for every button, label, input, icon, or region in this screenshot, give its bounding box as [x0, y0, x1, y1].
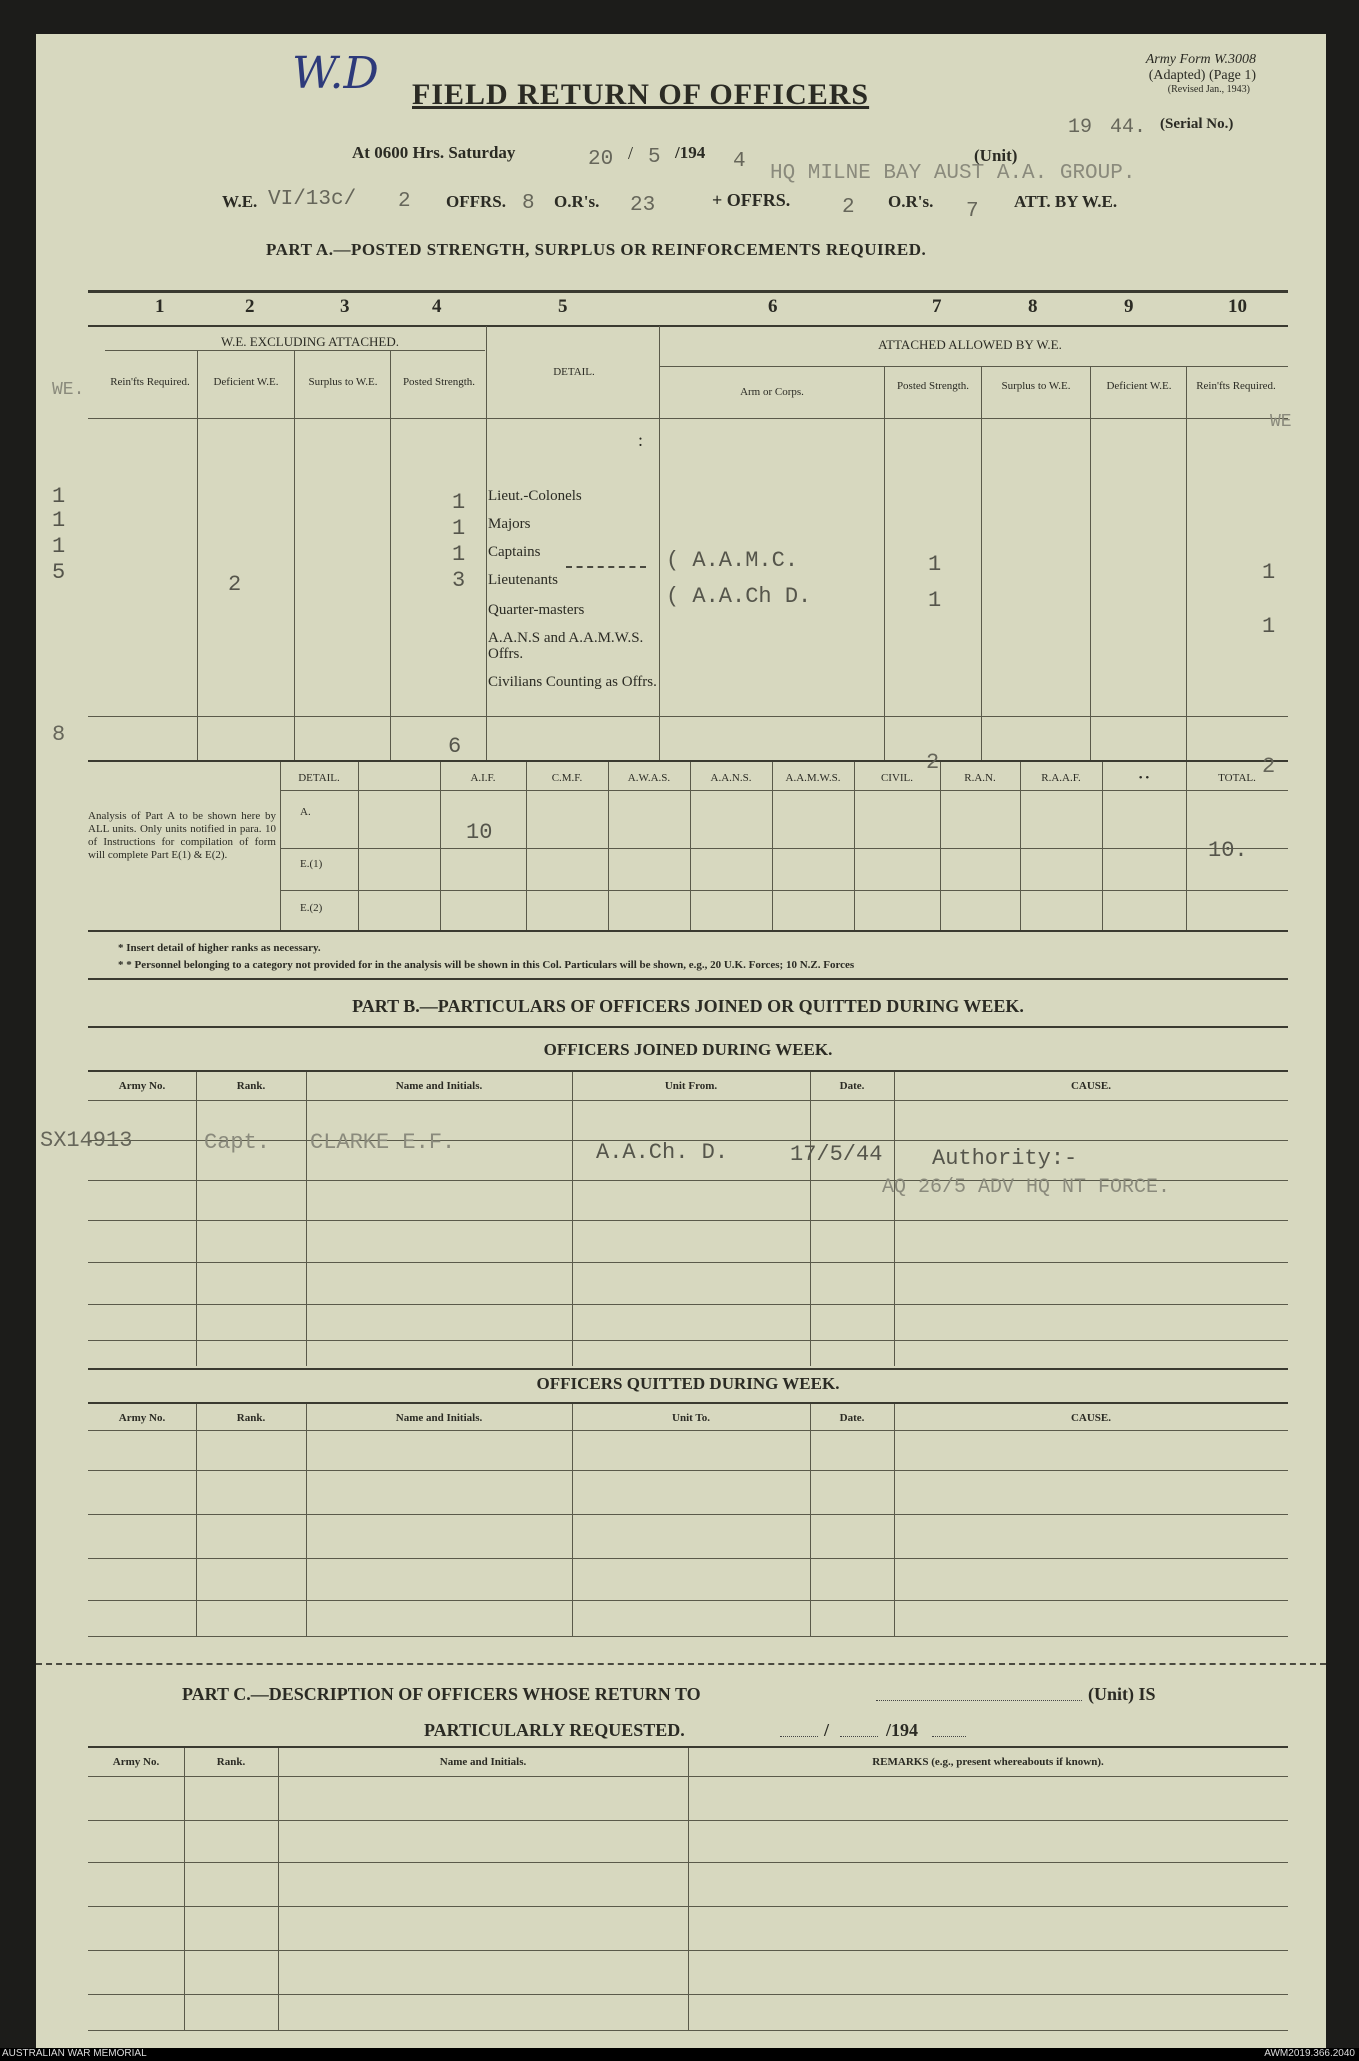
analysis-head: • • [1138, 772, 1150, 784]
table-head: Date. [839, 1080, 865, 1092]
grid-line [772, 762, 773, 930]
head-surplus: Surplus to W.E. [308, 376, 378, 388]
analysis-head: C.M.F. [551, 772, 583, 784]
offrs-value: 8 [522, 192, 535, 215]
table-head: CAUSE. [1070, 1412, 1112, 1424]
table-head: Name and Initials. [439, 1756, 527, 1768]
quitted-heading: OFFICERS QUITTED DURING WEEK. [536, 1374, 840, 1393]
grid-line [1020, 762, 1021, 930]
col4-value: 1 [452, 490, 466, 515]
army-form-number: Army Form W.3008 [1145, 52, 1256, 67]
col7-total: 2 [926, 750, 940, 775]
table-head: CAUSE. [1070, 1080, 1112, 1092]
head-att-reinfts: Rein'fts Required. [1196, 380, 1276, 392]
part-c-year: /194 [886, 1720, 919, 1740]
attached-allowed: ATTACHED ALLOWED BY W.E. [878, 337, 1062, 352]
ors2-label: O.R's. [888, 192, 934, 211]
grid-line [608, 762, 609, 930]
analysis-head: DETAIL. [298, 772, 340, 784]
at-hours-label: At 0600 Hrs. Saturday [352, 143, 516, 162]
col-number: 10 [1228, 296, 1247, 317]
plus-offrs-value: 2 [842, 196, 855, 219]
grid-line [88, 930, 1288, 932]
ors-value: 23 [630, 194, 656, 217]
joined-heading: OFFICERS JOINED DURING WEEK. [543, 1040, 833, 1059]
table-head: Rank. [236, 1412, 266, 1424]
part-a-heading: PART A.—POSTED STRENGTH, SURPLUS OR REINFORCEMENTS REQUIRED. [266, 240, 927, 259]
col7-value-1: 1 [928, 552, 942, 577]
rank-label: Captains [488, 544, 541, 560]
footnote-1: * Insert detail of higher ranks as necessary. [118, 942, 321, 954]
analysis-head: R.A.A.F. [1041, 772, 1081, 784]
grid-line [88, 1430, 1288, 1431]
col4-value: 1 [452, 542, 466, 567]
date-day: 20 [588, 148, 614, 171]
table-head: REMARKS (e.g., present whereabouts if known). [872, 1756, 1104, 1768]
rule [88, 290, 1288, 293]
head-reinfts: Rein'fts Required. [110, 376, 190, 388]
col-number: 3 [340, 296, 350, 317]
grid-line [894, 1404, 895, 1636]
col4-value: 1 [452, 516, 466, 541]
col-number: 1 [155, 296, 165, 317]
handwritten-wd: W.D [292, 48, 379, 99]
serial-no-label: (Serial No.) [1160, 116, 1234, 132]
table-head: Name and Initials. [395, 1080, 483, 1092]
joined-date: 17/5/44 [790, 1142, 883, 1167]
col1-value: 1 [52, 508, 66, 533]
analysis-head: A.A.M.W.S. [785, 772, 841, 784]
grid-line [280, 790, 1288, 791]
col-number: 5 [558, 296, 568, 317]
head-posted: Posted Strength. [402, 376, 476, 388]
grid-line [88, 1558, 1288, 1559]
grid-line [1102, 762, 1103, 930]
col2-value: 2 [228, 572, 242, 597]
unit-value: HQ MILNE BAY AUST A.A. GROUP. [770, 162, 1136, 185]
grid-line [88, 1100, 1288, 1101]
grid-line [688, 1748, 689, 2030]
col10-value-1: 1 [1262, 560, 1276, 585]
serial-no-year: 44. [1110, 116, 1147, 139]
table-head: Rank. [236, 1080, 266, 1092]
footer-right: AWM2019.366.2040 [1264, 2048, 1355, 2059]
col-number: 8 [1028, 296, 1038, 317]
grid-line [306, 1072, 307, 1366]
analysis-head: A.I.F. [470, 772, 496, 784]
rank-label: Quarter-masters [488, 602, 585, 618]
grid-line [894, 1072, 895, 1366]
col4-total: 6 [448, 734, 462, 759]
col4-value: 3 [452, 568, 466, 593]
rank-label: Majors [488, 516, 531, 532]
part-c-unit-is: (Unit) IS [1088, 1684, 1156, 1704]
col-number: 4 [432, 296, 442, 317]
grid-line [810, 1072, 811, 1366]
table-head: Army No. [112, 1756, 160, 1768]
grid-line [88, 1862, 1288, 1863]
joined-rank: Capt. [204, 1130, 271, 1155]
col1-total: 8 [52, 722, 66, 747]
higher-ranks-dots: : [638, 430, 644, 450]
grid-line [1186, 762, 1187, 930]
grid-line [88, 1304, 1288, 1305]
table-head: Unit To. [672, 1412, 710, 1424]
we-label: W.E. [222, 192, 258, 211]
analysis-row-label: E.(1) [300, 858, 323, 870]
footer-left: AUSTRALIAN WAR MEMORIAL [2, 2048, 147, 2059]
corps-aamc: ( A.A.M.C. [666, 548, 799, 573]
part-b-heading: PART B.—PARTICULARS OF OFFICERS JOINED OR QUITTED DURING WEEK. [352, 996, 1024, 1016]
table-head: Army No. [118, 1080, 166, 1092]
grid-line [810, 1404, 811, 1636]
offrs-label: OFFRS. [446, 192, 506, 211]
att-label: ATT. BY W.E. [1014, 192, 1118, 211]
ors-label: O.R's. [554, 192, 600, 211]
analysis-head: R.A.N. [964, 772, 996, 784]
grid-line [88, 1220, 1288, 1221]
joined-unit: A.A.Ch. D. [596, 1140, 729, 1165]
grid-line [280, 762, 281, 930]
col10-value-2: 1 [1262, 614, 1276, 639]
aif-value: 10 [466, 820, 493, 845]
analysis-row-label: E.(2) [300, 902, 323, 914]
grid-line [278, 1748, 279, 2030]
date-year-prefix: /194 [675, 143, 706, 162]
joined-cause-2: AQ 26/5 ADV HQ NT FORCE. [882, 1176, 1171, 1199]
corps-aachd: ( A.A.Ch D. [666, 584, 812, 609]
grid-line [358, 762, 359, 930]
we-value-2: 2 [398, 190, 411, 213]
col-number: 9 [1124, 296, 1134, 317]
grid-line [88, 1950, 1288, 1951]
grid-line [88, 1514, 1288, 1515]
date-month: 5 [648, 146, 661, 169]
head-arm-corps: Arm or Corps. [740, 386, 804, 398]
joined-cause-1: Authority:- [932, 1146, 1078, 1171]
joined-army-no: SX14913 [40, 1128, 133, 1153]
grid-line [280, 890, 1288, 891]
footer-bar [0, 2048, 1359, 2061]
col-number: 7 [932, 296, 942, 317]
grid-line [572, 1404, 573, 1636]
col7-value-2: 1 [928, 588, 942, 613]
grid-line [440, 762, 441, 930]
rank-label: Lieut.-Colonels [488, 488, 582, 504]
grid-line [854, 762, 855, 930]
part-c-line2: PARTICULARLY REQUESTED. [424, 1720, 685, 1740]
grid-line [306, 1404, 307, 1636]
head-att-surplus: Surplus to W.E. [1001, 380, 1071, 392]
date-year-digit: 4 [733, 150, 746, 173]
grid-line [526, 762, 527, 930]
col1-value: 5 [52, 560, 66, 585]
head-deficient: Deficient W.E. [213, 376, 279, 388]
we-mark-right: WE [1270, 412, 1292, 432]
we-excluding-attached: W.E. EXCLUDING ATTACHED. [221, 334, 399, 349]
grid-line [690, 762, 691, 930]
captains-dash [566, 566, 646, 568]
head-att-posted: Posted Strength. [896, 380, 970, 392]
col1-value: 1 [52, 534, 66, 559]
joined-name: CLARKE E.F. [310, 1130, 456, 1155]
grid-line [88, 1636, 1288, 1637]
unit-label: (Unit) [974, 146, 1018, 165]
col-number: 2 [245, 296, 255, 317]
analysis-head: A.W.A.S. [627, 772, 671, 784]
adapted-note: (Adapted) (Page 1) [1148, 68, 1256, 83]
serial-no-value: 19 [1068, 116, 1093, 139]
rank-label: Civilians Counting as Offrs. [488, 674, 657, 690]
grid-line [196, 1072, 197, 1366]
rank-label: A.A.N.S and A.A.M.W.S. Offrs. [488, 630, 644, 662]
plus-offrs-label: + OFFRS. [712, 190, 791, 210]
analysis-row-label: A. [300, 806, 311, 818]
col1-value: 1 [52, 484, 66, 509]
grid-line [88, 1994, 1288, 1995]
grid-line [88, 2030, 1288, 2031]
grid-line [184, 1748, 185, 2030]
grid-line [88, 1262, 1288, 1263]
tear-line [36, 1663, 1326, 1665]
we-mark-left: WE. [52, 380, 85, 400]
grid-line [572, 1072, 573, 1366]
ors2-value: 7 [966, 200, 979, 223]
table-head: Date. [839, 1412, 865, 1424]
analysis-note: Analysis of Part A to be shown here by ALL units. Only units notified in para. 10 of Instructions for compilation of form will complete Part E(1) & E(2). [88, 810, 276, 861]
grid-line [196, 1404, 197, 1636]
rank-label: Lieutenants [488, 572, 558, 588]
table-head: Name and Initials. [395, 1412, 483, 1424]
we-value: VI/13c/ [268, 188, 357, 211]
col-number: 6 [768, 296, 778, 317]
head-att-deficient: Deficient W.E. [1106, 380, 1172, 392]
head-detail: DETAIL. [553, 366, 595, 378]
analysis-head: CIVIL. [880, 772, 914, 784]
footnote-2: * * Personnel belonging to a category not provided for in the analysis will be shown in this Col. Particulars will be shown, e.g., 20 U.K. Forces; 10 N.Z. Forces [118, 959, 855, 971]
analysis-total: 10. [1208, 838, 1248, 863]
grid-line [88, 1340, 1288, 1341]
grid-line [940, 762, 941, 930]
col10-total: 2 [1262, 754, 1276, 779]
revised-note: (Revised Jan., 1943) [1167, 84, 1250, 95]
grid-line [88, 1906, 1288, 1907]
table-head: Army No. [118, 1412, 166, 1424]
table-head: Rank. [216, 1756, 246, 1768]
grid-line [280, 848, 1288, 849]
table-head: Unit From. [664, 1080, 718, 1092]
grid-line [88, 1820, 1288, 1821]
grid-line [88, 1470, 1288, 1471]
analysis-head: TOTAL. [1218, 772, 1256, 784]
form-title: FIELD RETURN OF OFFICERS [412, 78, 870, 111]
analysis-head: A.A.N.S. [710, 772, 752, 784]
part-c-line1: PART C.—DESCRIPTION OF OFFICERS WHOSE RETURN TO [182, 1684, 701, 1704]
grid-line [88, 1776, 1288, 1777]
grid-line [88, 1600, 1288, 1601]
